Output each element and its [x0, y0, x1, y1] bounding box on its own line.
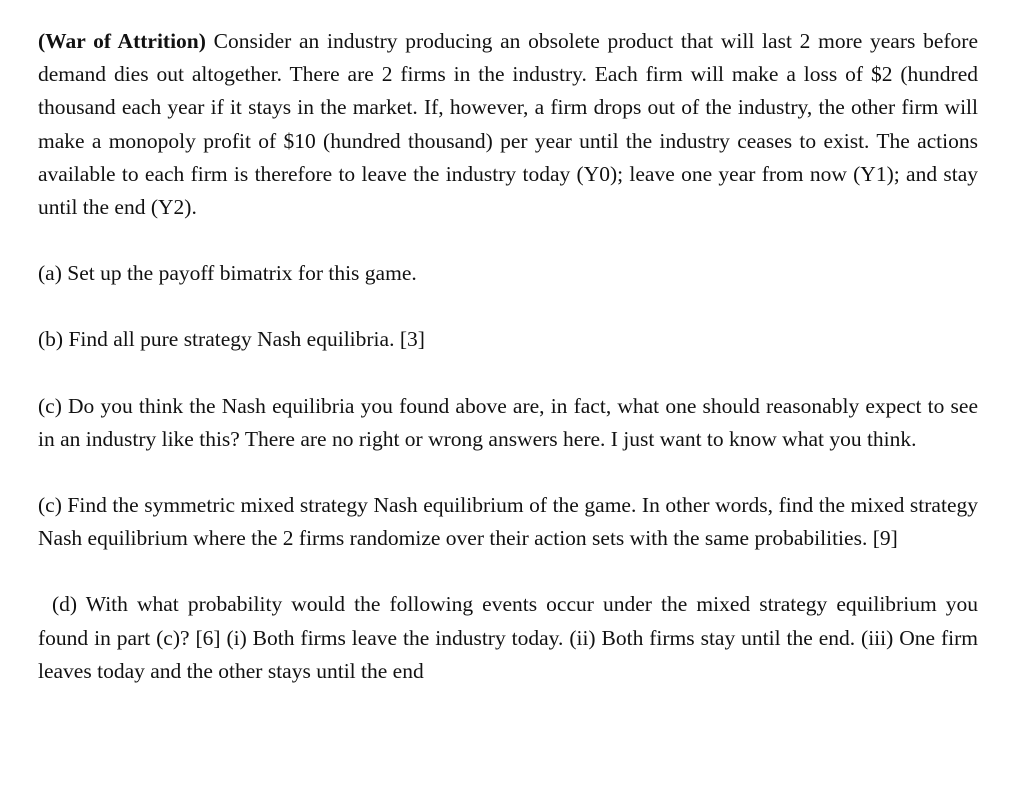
- problem-intro-text: Consider an industry producing an obsolete product that will last 2 more years before demand dies out altogether. There are 2 firms in the industry. Each firm will make a loss of $2 (hundred thousand each year if it stays in the market. If, however, a firm drops out of the industry, the other firm will make a monopoly profit of $10 (hundred thousand) per year until the industry ceases to exist. The actions available to each firm is therefore to leave the industry today (Y0); leave one year from now (Y1); and stay until the end (Y2).: [38, 29, 979, 220]
- question-c-opinion: (c) Do you think the Nash equilibria you found above are, in fact, what one should reasonably expect to see in an industry like this? There are no right or wrong answers here. I just want to know what you think.: [38, 393, 978, 451]
- problem-document: [38, 25, 978, 688]
- question-c-mixed: (c) Find the symmetric mixed strategy Nash equilibrium of the game. In other words, find the mixed strategy Nash equilibrium where the 2 firms randomize over their action sets with the same probabilities. [9]: [38, 493, 978, 551]
- problem-intro: [38, 25, 978, 224]
- question-d: [38, 588, 978, 688]
- question-a: (a) Set up the payoff bimatrix for this game.: [38, 261, 417, 286]
- question-b: (b) Find all pure strategy Nash equilibria. [3]: [38, 327, 425, 352]
- question-d-text: (d) With what probability would the following events occur under the mixed strategy equilibrium you found in part (c)? [6] (i) Both firms leave the industry today. (ii) Both firms stay until the end. (iii) One firm leaves today and the other stays until the end: [38, 592, 978, 683]
- problem-title: (War of Attrition): [38, 29, 206, 53]
